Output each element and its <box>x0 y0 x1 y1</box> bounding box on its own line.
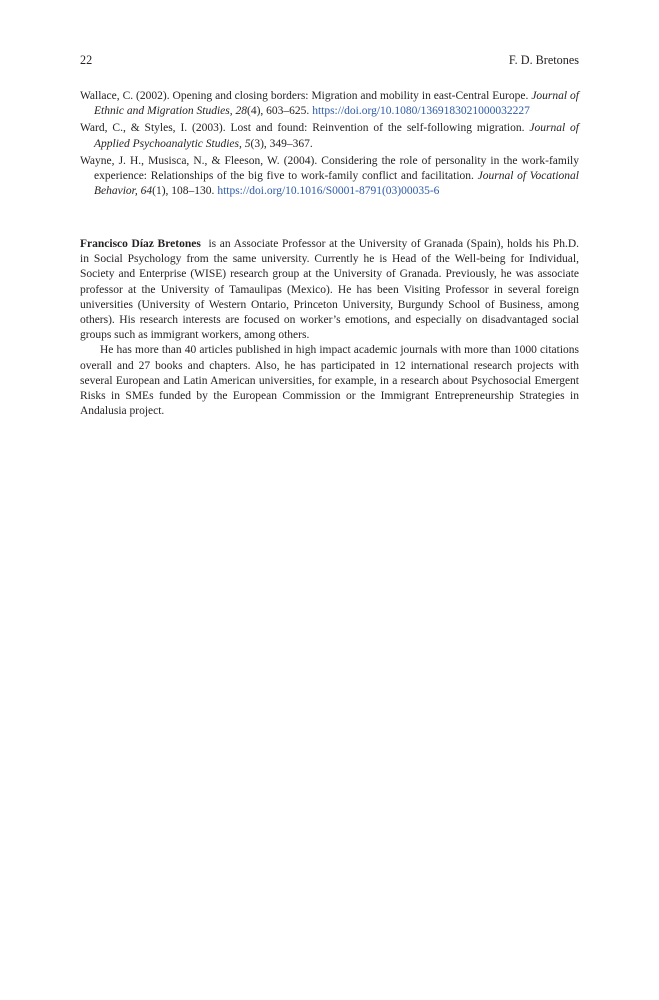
reference-text: Wayne, J. H., Musisca, N., & Fleeson, W. (2004). Considering the role of personality in the work-family experience: Relationships of the big five to work-family conflict and facilitation. <box>80 154 579 183</box>
running-author: F. D. Bretones <box>508 53 579 67</box>
reference-detail: (4), 603–625. <box>247 105 313 118</box>
reference-text: Wallace, C. (2002). Opening and closing borders: Migration and mobility in east-Central Europe. <box>80 90 532 102</box>
bio-paragraph: He has more than 40 articles published in high impact academic journals with more than 1000 citations overall and 27 books and chapters. Also, he has participated in 12 international research projects with several European and Latin American universities, for example, in a research about Psychosocial Emergent Risks in SMEs funded by the European Commission or the Immigrant Entrepreneurship Strategies in Andalusia project. <box>80 344 579 418</box>
bio-paragraph-text: is an Associate Professor at the University of Granada (Spain), holds his Ph.D. in Social Psychology from the same university. Currently he is Head of the Well-being for Individual, Society and Enterprise (WISE) research group at the University of Granada. Previously, he was associate professor at the University of Tamaulipas (Mexico). He has been Visiting Professor in several foreign universities (University of Western Ontario, Princeton University, Burgundy School of Business, among others). His research interests are focused on worker’s emotions, and especially on disadvantaged social groups such as immigrant workers, among others. <box>80 238 580 342</box>
reference-detail: (3), 349–367. <box>250 137 313 150</box>
reference-item <box>80 121 579 151</box>
author-name: Francisco Díaz Bretones <box>80 238 201 250</box>
reference-text: Ward, C., & Styles, I. (2003). Lost and found: Reinvention of the self-following migration. <box>80 122 530 135</box>
author-biography <box>80 237 579 419</box>
reference-source: Journal of Ethnic and Migration Studies, 28 <box>94 90 579 118</box>
bio-paragraph <box>80 237 579 343</box>
reference-source: Journal of Vocational Behavior, 64 <box>94 170 579 198</box>
reference-source: Journal of Applied Psychoanalytic Studies, 5 <box>94 122 579 150</box>
doi-link[interactable]: https://doi.org/10.1016/S0001-8791(03)00035-6 <box>217 185 440 198</box>
reference-detail: (1), 108–130. <box>152 185 218 198</box>
reference-item <box>80 89 579 119</box>
reference-list <box>80 89 579 201</box>
reference-item <box>80 154 579 200</box>
doi-link[interactable]: https://doi.org/10.1080/1369183021000032227 <box>312 105 530 118</box>
running-head <box>80 52 579 68</box>
page-number: 22 <box>80 53 93 67</box>
